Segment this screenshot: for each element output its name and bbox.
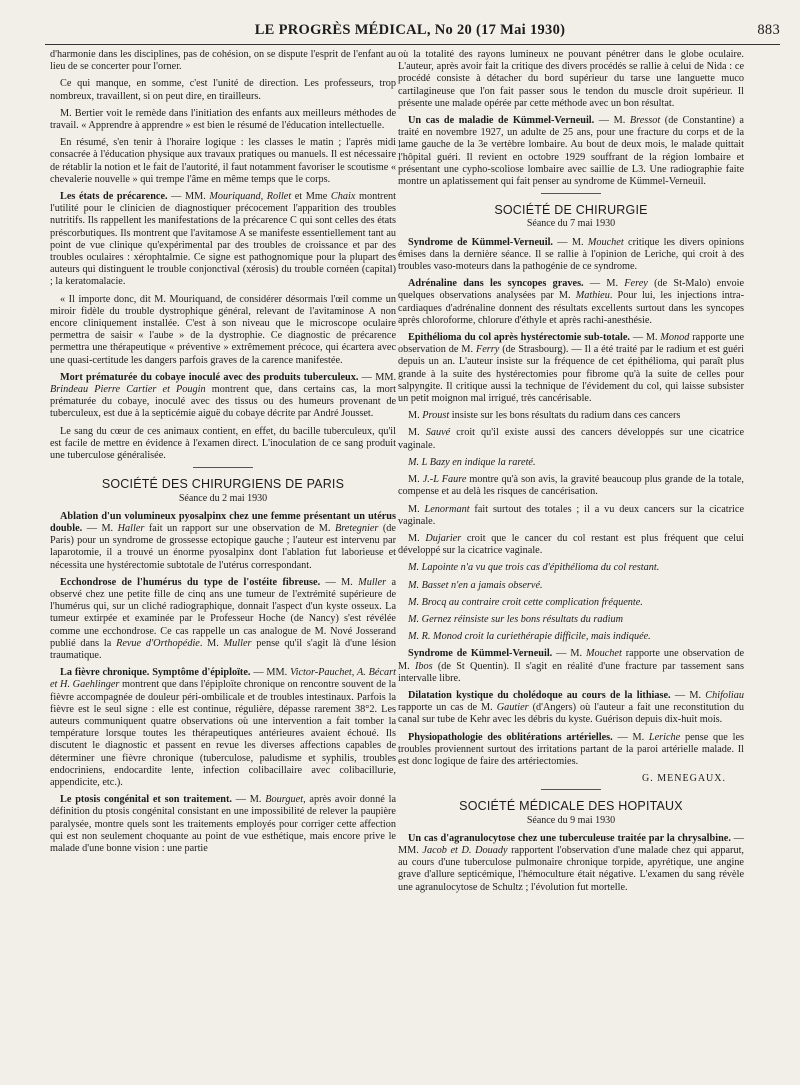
journal-title: LE PROGRÈS MÉDICAL, No 20 (17 Mai 1930) xyxy=(254,22,566,38)
author-name: Brindeau Pierre Cartier et Pougin xyxy=(50,384,206,396)
discussion-item: M. J.-L Faure montre qu'à son avis, la gravité beaucoup plus grande de la totale, compense et au delà les risques de cancérisation. xyxy=(398,474,744,498)
section-divider xyxy=(541,789,601,790)
abstract-arterielles: Physiopathologie des oblitérations artérielles. — M. Leriche pense que les troubles proviennent surtout des irritations partant de la paroi artérielle malade. Il est donc logique de faire des artériectomies. xyxy=(398,731,744,767)
section-divider xyxy=(541,193,601,194)
author-name: Gautier xyxy=(496,702,529,714)
abstract-precarence: Les états de précarence. — MM. Mouriquand, Rollet et Mme Chaix montrent l'utilité pour le clinicien de diagnostiquer précocement l'apparition des troubles nutritifs. Ils rappellent les manifestations de la précarence C qui sont celles des états préscorbutiques. Ils montrent que l'avitamose A se manifeste essentiellement tant au point de vue clinique qu'expérimental par des troubles de croissance et par des troubles oculaires : xérophtalmie. Ce signe est pathognomique pour la plupart des auteurs qui distinguent le trouble conjonctival (xérosis) du trouble cornéen (capital) ; la keratomalacie. xyxy=(50,191,396,288)
running-header xyxy=(40,22,780,42)
author-name: Monod xyxy=(660,332,690,344)
run-in-title: Mort prématurée du cobaye inoculé avec des produits tuberculeux. xyxy=(60,371,359,383)
paragraph: d'harmonie dans les disciplines, pas de cohésion, on se dispute l'esprit de l'enfant au lieu de se concerter pour l'orner. xyxy=(50,49,396,73)
paragraph: Le sang du cœur de ces animaux contient, en effet, du bacille tuberculeux, qu'il est facile de mettre en évidence à l'examen direct. L'inoculation de ce sang produit une tuberculose généralisée. xyxy=(50,425,396,462)
author-name: Muller xyxy=(358,576,387,588)
run-in-title: Les états de précarence. xyxy=(60,191,168,203)
abstract-ptosis: Le ptosis congénital et son traitement. — M. Bourguet, après avoir donné la définition du ptosis congénital consistant en une impossibilité de relever la paupière paralysée, montre quels sont les traitements employés pour corriger cette affection qui est non seulement choquante au point de vue esthétique, mais encore prive le malade d'une bonne vision : une partie xyxy=(50,794,396,854)
abstract-adrenaline: Adrénaline dans les syncopes graves. — M. Ferey (de St-Malo) envoie quelques observations analysées par M. Mathieu. Pour lui, les injections intra-cardiaques d'adrénaline donnent des résultats excellents surtout dans les syncopes après chloroforme, chlorure d'éthyle et après rachi-anesthésie. xyxy=(398,278,744,326)
author-name: Proust xyxy=(422,410,450,422)
abstract-kummel-mouchet: Syndrome de Kümmel-Verneuil. — M. Mouchet critique les divers opinions émises dans la dernière séance. Il se rallie à l'opinion de Leriche, qui croit à des troubles vaso-moteurs dans la pathogénie de ce syndrome. xyxy=(398,236,744,273)
signature: G. MENEGAUX. xyxy=(642,773,726,785)
abstract-choledoque: Dilatation kystique du cholédoque au cours de la lithiase. — M. Chifoliau rapporte un cas de M. Gautier (d'Angers) où l'auteur a fait une reconstitution du canal sur tube de Kehr avec les débris du kyste. Guérison depuis dix-huit mois. xyxy=(398,689,744,726)
author-name: Chifoliau xyxy=(705,689,744,701)
section-heading: SOCIÉTÉ DES CHIRURGIENS DE PARIS xyxy=(101,477,345,492)
author-name: Sauvé xyxy=(425,427,451,439)
author-name: Haller xyxy=(117,522,145,534)
author-name: J.-L Faure xyxy=(422,474,467,486)
run-in-title: Dilatation kystique du cholédoque au cours de la lithiase. xyxy=(408,689,671,701)
paragraph: En résumé, s'en tenir à l'horaire logique : les classes le matin ; l'après midi consacrée à l'éducation physique aux travaux pratiques ou manuels. Il est nécessaire de rétablir la notion et le fait de l'autorité, il faut notamment favoriser le scoutisme « chevalerie nouvelle » qui trempe l'âme en même temps que le corps. xyxy=(50,137,396,185)
paragraph: où la totalité des rayons lumineux ne pouvant pénétrer dans le globe oculaire. L'auteur, après avoir fait la critique des divers procédés se rallie à celui de Nida : ce procédé consiste à détacher du bord supérieur du tarse une languette muco cartilagineuse que l'on fait passer sous le tendon du muscle droit supérieur. Il présente une malade opérée par cette méthode avec un bon résultat. xyxy=(398,49,744,109)
discussion-item: M. L Bazy en indique la rareté. xyxy=(408,456,536,468)
paragraph: Ce qui manque, en somme, c'est l'unité de direction. Les professeurs, trop nombreux, travaillent, si on peut dire, en tirailleurs. xyxy=(50,78,396,102)
author-name: Dujarier xyxy=(425,532,462,544)
run-in-title: Le ptosis congénital et son traitement. xyxy=(60,794,232,806)
paragraph: « Il importe donc, dit M. Mouriquand, de considérer désormais l'œil comme un miroir fidèle du trouble dystrophique général, relevant de l'avitaminose A non encore cliniquement installée. C'est à son niveau que le microscope oculaire permettra de saisir « l'aube » de la dystrophie. Ce diagnostic de précarence permettra une thérapeutique « préventive » extrêmement précoce, qui écartera avec une quasi-certitude les dangers parfois graves de la carence manifestée. xyxy=(50,293,396,366)
discussion-item: M. Lapointe n'a vu que trois cas d'épithélioma du col restant. xyxy=(408,562,660,574)
author-name: Bretegnier xyxy=(334,522,379,534)
author-name: Mathieu xyxy=(575,290,610,302)
author-name: Bressot xyxy=(629,115,661,127)
author-name: Mouriquand, Rollet xyxy=(209,191,292,203)
run-in-title: Epithélioma du col après hystérectomie sub-totale. xyxy=(408,332,630,344)
discussion-item: M. Proust insiste sur les bons résultats du radium dans ces cancers xyxy=(408,410,681,422)
abstract-cobaye: Mort prématurée du cobaye inoculé avec des produits tuberculeux. — MM. Brindeau Pierre Cartier et Pougin montrent que, dans certains cas, la mort prématurée du cobaye, inoculé avec des tissus ou des humeurs provenant de tuberculeux, est due à la septicémie aiguë du cobaye décrite par André Jousset. xyxy=(50,371,397,420)
run-in-title: Un cas de maladie de Kümmel-Verneuil. xyxy=(408,115,595,127)
run-in-title: Un cas d'agranulocytose chez une tuberculeuse traitée par la chrysalbine. xyxy=(408,832,731,844)
run-in-title: La fièvre chronique. Symptôme d'épiploïte. xyxy=(60,667,251,679)
author-name: Jacob et D. Douady xyxy=(422,844,508,856)
author-name: Ibos xyxy=(414,660,433,672)
abstract-pyosalpinx: Ablation d'un volumineux pyosalpinx chez une femme présentant un utérus double. — M. Haller fait un rapport sur une observation de M. Bretegnier (de Paris) pour un syndrome de grossesse ectopique gauche ; l'auteur est intervenu par laparotomie, il a trouvé un énorme pyosalpinx dont l'ablation fut laborieuse et nécessita une hystérectomie subtotale de l'utérus correspondant. xyxy=(50,510,396,571)
right-column xyxy=(398,49,744,899)
run-in-title: Ecchondrose de l'humérus du type de l'ostéite fibreuse. xyxy=(60,576,321,588)
left-column xyxy=(50,49,396,860)
abstract-epithelioma: Epithélioma du col après hystérectomie sub-totale. — M. Monod rapporte une observation de M. Ferry (de Strasbourg). — Il a été traité par le radium et est guéri depuis un an. L'auteur insiste sur la fréquence de cet épithélioma, qui paraît plus grande à la suite des hystérectomies pour fibrome qu'à la suite de celles pour salpyngite. Il critique aussi la technique de l'évidement du col, qui laisse subsister un petit moignon mal irrigué, très cancérisable. xyxy=(398,332,744,405)
abstract-fievre: La fièvre chronique. Symptôme d'épiploïte. — MM. Victor-Pauchet, A. Bécart et H. Gaehlinger montrent que dans l'épiploïte chronique on rencontre souvent de la fièvre accompagnée de douleur péri-ombilicale et de troubles intestinaux. Parfois la fièvre est le seul signe : elle est continue, régulière, dépasse rarement 38°2. Les auteurs communiquent quatre observations où une intervention a fait tomber la température lorsque toutes les thérapeutiques antérieures avaient échoué. Ils discutent le diagnostic et passent en revue les diverses affections capables de déterminer une fièvre chronique (tuberculose, paludisme et syphilis, troubles endocriniens, endocardite lente, infection colibacillaire avec colibacillurie, appendicite, etc.). xyxy=(50,667,396,788)
run-in-title: Ablation d'un volumineux pyosalpinx chez une femme présentant un utérus double. xyxy=(50,510,396,534)
run-in-title: Physiopathologie des oblitérations artérielles. xyxy=(408,731,613,743)
run-in-title: Syndrome de Kümmel-Verneuil. xyxy=(408,648,553,660)
author-name: Ferey xyxy=(624,278,648,290)
header-rule xyxy=(45,44,780,45)
author-name: Mouchet xyxy=(585,648,622,660)
session-date: Séance du 9 mai 1930 xyxy=(526,814,616,826)
author-name: Chaix xyxy=(330,191,356,203)
paragraph: M. Bertier voit le remède dans l'initiation des enfants aux meilleurs méthodes de travail. « Apprendre à apprendre » est bien le résumé de l'éducation intellectuelle. xyxy=(50,107,396,132)
section-divider xyxy=(193,467,253,468)
abstract-ecchondrose: Ecchondrose de l'humérus du type de l'ostéite fibreuse. — M. Muller a observé chez une petite fille de cinq ans une tumeur de l'extrémité supérieure de l'humérus qui, sur un cliché radiographique, donnait l'aspect d'un kyste osseux. La tumeur extirpée et examinée par le Professeur Hoche (de Nancy) s'est révélée comme une ecchondrose. Ce cas rappelle un cas analogue de M. Nové Josserand publié dans la Revue d'Orthopédie. M. Muller pense qu'il s'agit là d'une lésion traumatique. xyxy=(50,576,396,661)
discussion-item: M. Basset n'en a jamais observé. xyxy=(408,579,543,591)
run-in-title: Syndrome de Kümmel-Verneuil. xyxy=(408,236,553,248)
section-heading: SOCIÉTÉ DE CHIRURGIE xyxy=(494,203,648,218)
discussion-item: M. R. Monod croit la curiethérapie difficile, mais indiquée. xyxy=(408,631,651,643)
discussion-item: M. Dujarier croit que le cancer du col restant est plus fréquent que celui développé sur la cicatrice vaginale. xyxy=(398,532,744,557)
run-in-title: Adrénaline dans les syncopes graves. xyxy=(408,278,584,290)
author-name: Ferry xyxy=(475,344,500,356)
author-name: Muller xyxy=(223,637,252,649)
author-name: Leriche xyxy=(648,731,681,743)
abstract-kummel-bressot: Un cas de maladie de Kümmel-Verneuil. — M. Bressot (de Constantine) a traité en novembre 1927, un adulte de 25 ans, pour une fracture du corps et de la lame gauche de la 3e vertèbre lombaire. Au bout de deux mois, le malade quittait l'hôpital guéri. Il revient en octobre 1929 souffrant de la région lombaire et présentant une cypho-scoliose lombaire avec saillie de L3. Une radiographie faite montre un aplatissement qui fait penser au syndrome de Kümmel-Verneuil. xyxy=(398,115,744,188)
discussion-item: M. Gernez réinsiste sur les bons résultats du radium xyxy=(408,613,623,625)
author-name: Mouchet xyxy=(587,236,624,248)
discussion-item: M. Sauvé croit qu'il existe aussi des cancers développés sur une cicatrice vaginale. xyxy=(398,427,745,451)
session-date: Séance du 2 mai 1930 xyxy=(178,492,268,504)
discussion-item: M. Brocq au contraire croit cette complication fréquente. xyxy=(408,596,643,608)
abstract-agranulocytose: Un cas d'agranulocytose chez une tuberculeuse traitée par la chrysalbine. — MM. Jacob et D. Douady rapportent l'observation d'une malade chez qui apparut, au cours d'une tuberculose pulmonaire chronique torpide, apyrétique, une angine grave d'allure septicémique, l'hémoculture était négative. L'examen du sang révèle une agranulocytose de Schultz ; l'évolution fut mortelle. xyxy=(398,832,745,893)
author-name: Lenormant xyxy=(424,503,470,515)
author-name: Bourguet xyxy=(265,794,304,806)
session-date: Séance du 7 mai 1930 xyxy=(526,218,616,230)
page-number: 883 xyxy=(757,22,780,38)
journal-name: Revue d'Orthopédie xyxy=(116,637,200,649)
author-name: Victor-Pauchet, A. Bécart et H. Gaehlinger xyxy=(50,667,396,691)
discussion-item: M. Lenormant fait surtout des totales ; il a vu deux cancers sur la cicatrice vaginale. xyxy=(398,503,744,527)
section-heading: SOCIÉTÉ MÉDICALE DES HOPITAUX xyxy=(459,799,683,814)
abstract-kummel-ibos: Syndrome de Kümmel-Verneuil. — M. Mouchet rapporte une observation de M. Ibos (de St Quentin). Il s'agit en réalité d'une fracture par tassement sans intervalle libre. xyxy=(398,648,744,684)
